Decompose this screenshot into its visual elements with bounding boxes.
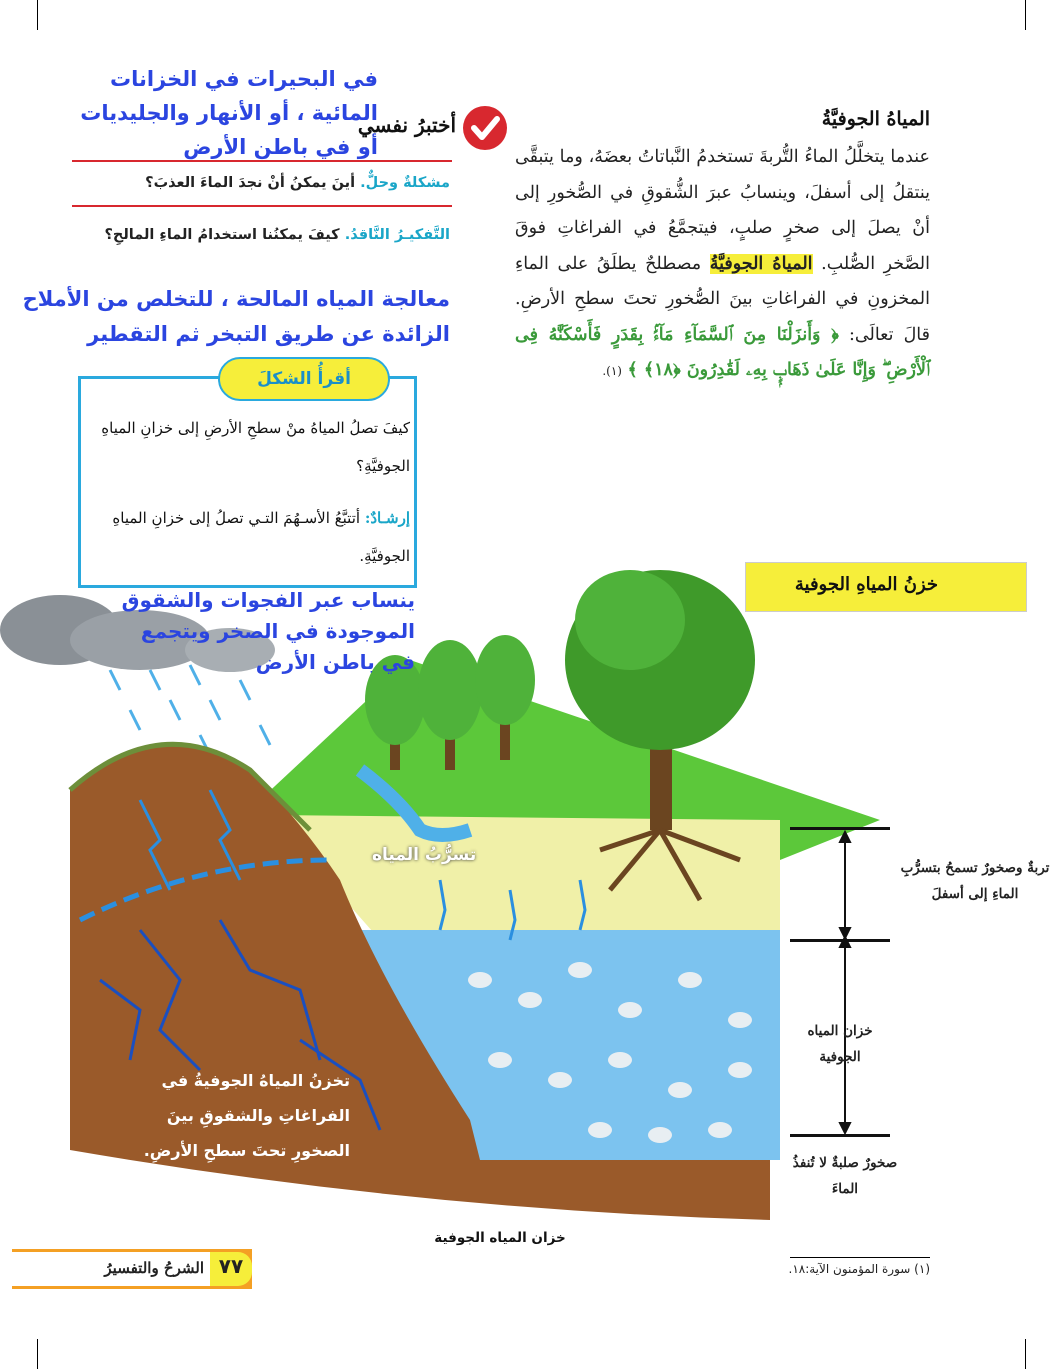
question-label: التَّفكيـرُ النَّاقدُ.: [344, 227, 450, 243]
footnote: (١) سورة المؤمنون الآية:١٨.: [788, 1262, 930, 1276]
side-label-bedrock: صخورٌ صلبةٌ لا تُنفذُ الماءَ: [792, 1155, 898, 1197]
verse-reference: (١).: [602, 364, 622, 378]
question-critical-thinking: [60, 220, 450, 250]
footnote-rule: [790, 1257, 930, 1258]
read-figure-tab: أقرأُ الشكلَ: [218, 357, 390, 401]
question-problem-solution: [60, 168, 450, 198]
read-figure-question: كيفَ تصلُ المياهُ منْ سطحِ الأرضِ إلى خزانِ المياهِ الجوفيَّةِ؟: [101, 419, 410, 475]
body-paragraph: [515, 140, 930, 390]
crop-mark: [1025, 1339, 1026, 1369]
storage-note: تخزنُ المياهُ الجوفيةُ في الفراغاتِ والشقوقِ بينَ الصخورِ تحتَ سطحِ الأرضِ.: [143, 1071, 350, 1160]
layer-boundary-line: [790, 939, 890, 942]
seepage-label: تسرُّبُ المياه: [372, 845, 477, 865]
handwritten-answer-1: في البحيرات في الخزانات المائية ، أو الأنهار والجليديات أو في باطن الأرض: [80, 67, 378, 159]
quran-verse: ﴿ وَأَنزَلْنَا مِنَ ٱلسَّمَآءِ مَآءًۢ بِقَدَرٍ فَأَسْكَنَّٰهُ فِى ٱلْأَرْضِ ۖ وَإِنَّا عَلَىٰ ذَهَابٍۭ بِهِۦ لَقَٰدِرُونَ ﴿١٨﴾ ﴾: [515, 324, 930, 380]
hint-label: إرشـادٌ:: [364, 509, 410, 527]
paragraph-text: عندما يتخلَّلُ الماءُ التُّربةَ تستخدمُ النَّباتاتُ بعضَهُ، وما يتبقَّى ينتقلُ إلى أسفلَ، وينسابُ عبرَ الشُّقوقِ في الصُّخورِ إلى أنْ يصلَ إلى صخرٍ صلبٍ، فيتجمَّعُ في الفراغاتِ فوقَ الصَّخرِ الصُّلبِ.: [515, 147, 930, 274]
depth-arrows: [840, 832, 850, 1133]
crop-mark: [37, 0, 38, 30]
section-title: المياهُ الجوفيَّةُ: [821, 108, 930, 130]
diagram-title: خزنُ المياهِ الجوفية: [794, 574, 938, 595]
question-label: مشكلةٌ وحلٌّ.: [360, 175, 450, 191]
highlighted-term: المياهُ الجوفيَّةُ: [709, 253, 813, 274]
question-text: أينَ يمكنُ أنْ نجدَ الماءَ العذبَ؟: [145, 175, 356, 191]
crop-mark: [37, 1339, 38, 1369]
side-label-permeable: تربةٌ وصخورٌ تسمحُ بتسرُّبِ الماءِ إلى أسفلَ: [900, 860, 1050, 902]
divider: [72, 205, 452, 207]
layer-boundary-line: [790, 827, 890, 830]
hint-text: أتتبَّعُ الأسـهُمَ التـي تصلُ إلى خزانِ المياهِ الجوفيَّةِ.: [112, 509, 410, 565]
question-text: كيفَ يمكنُنا استخدامُ الماءِ المالحِ؟: [104, 227, 340, 243]
paragraph-text-continued: مصطلحٌ يطلَقُ على الماءِ المخزونِ في الفراغاتِ بينَ الصُّخورِ تحتَ سطحِ الأرضِ. قالَ تعالَى:: [515, 253, 930, 345]
crop-mark: [1025, 0, 1026, 30]
checkmark-icon: [463, 106, 507, 150]
footer-title: الشرحُ والتفسيرُ: [104, 1259, 204, 1277]
self-test-title: أختبرُ نفسي: [357, 113, 456, 137]
handwritten-answer-3: ينساب عبر الفجوات والشقوق الموجودة في الصخر ويتجمع في باطن الأرض: [121, 588, 415, 674]
handwritten-answer-2: معالجة المياه المالحة ، للتخلص من الأملاح الزائدة عن طريق التبخر ثم التقطير: [22, 287, 450, 346]
layer-boundary-line: [790, 1134, 890, 1137]
page-number: ٧٧: [218, 1254, 244, 1278]
figure-caption: خزان المياه الجوفية: [434, 1230, 566, 1246]
side-label-aquifer: خزان المياه الجوفية: [807, 1023, 873, 1065]
